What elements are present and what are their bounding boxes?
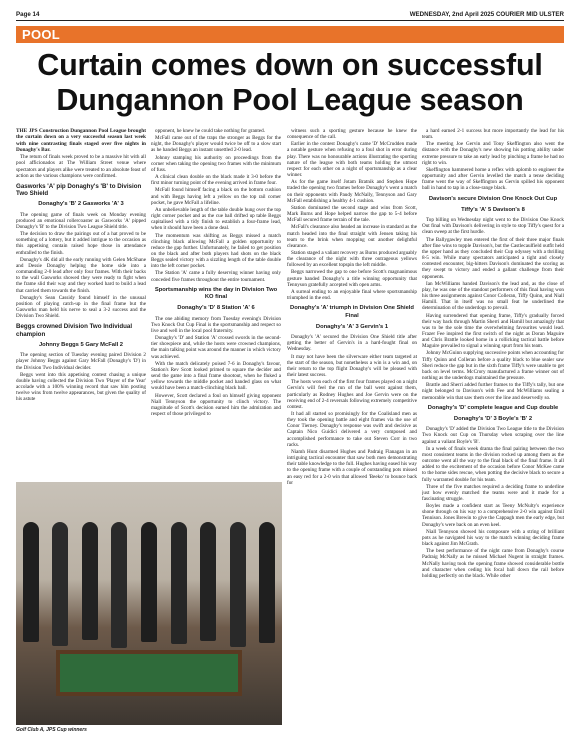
paragraph: Brattle and Sherri added further frames to the Tiffy's tally, but one night belonged to Davison's with Fee and McWilliams sealing a memorable win that saw them over the line and deservedly so. bbox=[422, 382, 564, 401]
score-line: Donaghy's 'B' 2 Gasworks 'A' 3 bbox=[38, 201, 124, 208]
photo-caption: Golf Club A, JPS Cup winners bbox=[16, 727, 87, 733]
paragraph: Having surrendered that opening frame, Tiffy's gradually forced their way back through Martin Sherri and Hamill but amazingly that was to be the sole time the overwhelming favourites would lead. Frazer Fee inspired the first switch of the night as Doran Maguire and Chris Brattle looked home in a rollicking tactical battle before Maguire prevailed to signal a winning spurt from his team. bbox=[422, 312, 564, 350]
paragraph: Station dominated the second stage and wins from Scott, Mark Burns and Hope helped narrow the gap to 5-4 before McFall secured frame terrain of the tale. bbox=[287, 204, 417, 224]
paragraph: witness such a sporting gesture because he knew the consequence of the call. bbox=[287, 128, 417, 141]
paragraph: The Station 'A' came a fully deserving winner having only conceded five frames throughout the entire tournament. bbox=[151, 270, 281, 283]
paragraph: Boyles made a confident start as Teeny McNulty's experience shone through on his way to a comprehensive 2-0 win against Emil Tennison. Jones Brewin to give the Cappagh men the early edge, but Donaghy's were back on an even keel. bbox=[422, 503, 564, 528]
paragraph: As for the game itself Jotam Bratnik and Stephen Hope traded the opening two frames before Donaghy's went a match on their opponents with Paudy McNally, Tennyson and Gary McFall establishing a healthy 4-1 cushion. bbox=[287, 179, 417, 204]
paragraph: Donaghy's 'A' secured the Division One Shield title after getting the better of Gervin's in a hard-fought final on Wednesday. bbox=[287, 334, 417, 353]
subheading: Donaghy's 'A' triumph in Division One Shield Final bbox=[290, 305, 414, 319]
section-title: POOL bbox=[22, 27, 61, 42]
pool-table bbox=[56, 650, 242, 696]
column-3 bbox=[287, 128, 417, 728]
paragraph: The decision to draw the pairings out of a hat proved to be something of a lottery, but it added intrigue to the occasion as this appetising contain raised hope those in attendance enthralled to the finish. bbox=[16, 231, 146, 256]
paragraph: McFall found himself facing a black on the bottom cushion and with Beggs having left a yellow on the top rail corner pocket, he gave McFall a lifeline. bbox=[151, 187, 281, 206]
paragraph: Johnny stamping his authority on proceedings from the corner when taking the opening two frames with the minimum of fuss. bbox=[151, 154, 281, 173]
subheading: Sportsmanship wins the day in Division Two KO final bbox=[154, 286, 278, 301]
paragraph: The return of finals week proved to be a massive hit with all pool afficionados at The William Street venue where spectators and players alike were treated to an absolute feast of action as the various champions were confirmed. bbox=[16, 154, 146, 179]
person bbox=[111, 522, 127, 648]
paragraph: Earlier in the contest Donaghy's came 'D' McCrudden made a notable gesture when refusing to a foul shot in error during play. There was no honourable actions illustrating the sporting nature of the league with both teams holding the utmost respect for each other on a night of sportsmanship as a clear winner. bbox=[287, 141, 417, 179]
paragraph: The opening game of finals week on Monday evening produced an emotional rollercoaster as Gasworks 'A' pipped Donaghy's 'B' to the Division Two League Shield title. bbox=[16, 211, 146, 231]
paragraph: Niamh Hunt disarmed Hughes and Padraig Flanagan in an intriguing tactical encounter that saw both men demonstrating their table knowledge to the full. Hughes having eased his way to the opening frame with a couple of outstanding pots missed an easy red for a 2-0 win that allowed 'Beeko' to bounce back for bbox=[287, 448, 417, 486]
person bbox=[171, 522, 187, 644]
paragraph: Donaghy's 4K did all the early running with Gelen McShane and Dessie Donaghy helping the home side into a commanding 2-0 lead after only four frames. With their backs to the wall Gasworks showed they were ready to fight when the frame slid their way and they worked hard to build a lead that carried them towards the finish. bbox=[16, 256, 146, 294]
paragraph: A surreal ending to an enjoyable final where sportsmanship triumphed in the end. bbox=[287, 288, 417, 302]
masthead bbox=[16, 7, 564, 21]
paragraph: The best performance of the night came from Donaghy's course Padraig McNally as he missed Michael Nugent in straight frames. McNally having took the opening frame showed considerable bottle and character when ceding his focal ball down the rail before holding perfectly on the black. While other bbox=[422, 548, 564, 579]
paragraph: Station staged a valiant recovery as Burns produced arguably the clearance of the night with three outrageous yellows followed by an excellent topspin the left middle. bbox=[287, 249, 417, 269]
subheading: Beggs crowned Division Two Individual champion bbox=[16, 323, 133, 338]
masthead-right bbox=[410, 11, 564, 18]
subheading: Davison's secure Division One Knock Out Cup bbox=[428, 195, 558, 202]
person bbox=[200, 522, 216, 641]
subheading: Gasworks 'A' pip Donaghy's 'B' to Division Two Shield bbox=[16, 182, 142, 198]
paragraph: The opening section of Tuesday evening paired Division 2 player Johnny Beggs against Gary McFall (Donaghy's 'D') in the Division Two Individual decider. bbox=[16, 352, 146, 371]
paragraph: Donaghy's 'D' added the Division Two League title to the Division Two Knock out Cup on Thursday when scraping over the line against a valiant Boyle's 'B'. bbox=[422, 426, 564, 445]
paragraph: The Ballygawley men entered the first of their three major finals after fine wins to topple Davison's, but the Castlecaulfield outfit held the upper hand as they concluded their Cup odyssey with a thrilling 8-5 win. While many spectators anticipated a tight and closely contested encounter, big-hitters Davison's dominated the scoring as they swept to victory and ended a gallant challenge from their opponents. bbox=[422, 236, 564, 280]
score-line: Donaghy's 'A' 3 Gervin's 1 bbox=[315, 323, 389, 330]
person bbox=[259, 522, 275, 643]
paragraph: However, Scott declared a foul on himself giving opponent Niall Tennyson the opportunity to clinch victory. The magnitude of Scott's decision earned him the admiration and respect of those privileged to bbox=[151, 392, 281, 417]
paragraph: Johnny McGuinn supplying successive points when accounting for Tiffy Quinn and Colleran before a quality black to blue sealer saw Sheri reduce the gap but in the sixth frame Tiffy's were unable to get back on level terms. McCrory manufactured a frame winner out of nothing as the underdogs maintained the pressure. bbox=[422, 350, 564, 382]
paragraph: The hosts won each of the first four frames played on a night Gervin's will feel the run of the ball went against them, particularly as Rodney Hughes and Joe Gervin were on the receiving end of 2-4 reversals following extremely competitive contest. bbox=[287, 379, 417, 410]
subheading: Donaghy's 'D' complete league and Cup double bbox=[427, 404, 559, 411]
paragraph: The meeting Joe Gervin and Tony Skeffington also went the distance with the Donaghy's new showing his potting ability under extreme pressure to take an early lead by pinching a frame he had no right to win. bbox=[422, 141, 564, 166]
paragraph: Ian McWilliams handed Davison's the lead and, as the close of play, he was one of the standout performers of this final having won his three assignments against Conor Colleran, Tiffy Quinn, and Niall Hamill. That in itself was no small feat he underlined the determination of the underdogs to prevail. bbox=[422, 280, 564, 312]
paragraph: An unbelievable length of the table double hung over the top right corner pocket and as the cue ball drifted up table Beggs capitalised with a tidy finish to establish a four-frame lead, when it should have been a done deal. bbox=[151, 206, 281, 232]
person bbox=[52, 522, 68, 646]
paragraph: Niall Tennyson showed his composure with a string of brilliant pots as he navigated his way to the match winning deciding frame black against Jim McGrath. bbox=[422, 528, 564, 548]
person bbox=[82, 522, 98, 640]
team-photo bbox=[16, 482, 282, 725]
paragraph: Beggs narrowed the gap to one before Scott's magnanimous gesture handed Donaghy's a title winning opportunity that Tennyson gratefully accepted with open arms. bbox=[287, 269, 417, 288]
paragraph: Beggs went into this appetising contest chasing a unique double having collected the Division Two 'Player of the Year' accolade with a 100% winning record that saw him posting twelve wins from twelve appearances, but given the quality of his astute bbox=[16, 371, 146, 403]
score-line: Johnny Beggs 5 Gary McFall 2 bbox=[38, 341, 124, 348]
paragraph: McFall's clearance also headed an increase in standard as the match headed into the final straight with Jensen taking his team to the brink when mopping out another delightful clearance. bbox=[287, 224, 417, 249]
paragraph: A clinical clean double on the black made it 3-0 before the first minor turning point of the evening arrived in frame four. bbox=[151, 174, 281, 187]
score-line: Donaghy's 'D' 3 Boyle's 'B' 2 bbox=[453, 415, 533, 422]
person bbox=[23, 522, 39, 642]
paragraph: a hard earned 2-1 success but more importantly the lead for his team. bbox=[422, 128, 564, 141]
person bbox=[141, 522, 157, 642]
paper-name: COURIER MID ULSTER bbox=[495, 11, 564, 18]
paragraph: opponent, he knew he could take nothing for granted. bbox=[155, 128, 265, 134]
headline: Curtain comes down on successful Dungannon Pool League season bbox=[37, 48, 543, 117]
score-line: Donaghy's 'D' 8 Station 'A' 6 bbox=[177, 305, 255, 312]
article-lead: THE JPS Construction Dungannon Pool League brought the curtain down on a very successful season last week with nine contrasting finals staged over five nights in Donaghy's Bar. bbox=[16, 128, 146, 153]
column-4 bbox=[422, 128, 564, 728]
score-line: Tiffy's 'A' 5 Davison's 8 bbox=[461, 206, 525, 213]
paragraph: The one abiding memory from Tuesday evening's Division Two Knock Out Cup Final is the sportsmanship and respect so live and well in the local pool fraternity. bbox=[151, 315, 281, 334]
paragraph: Donaghy's Sean Cassidy found himself in the unusual position of playing catch-up in the final frame but the Gasworks man held his nerve to seal a 3-2 success and the Division Two Shield. bbox=[16, 294, 146, 320]
person bbox=[230, 522, 246, 647]
section-bar bbox=[16, 26, 564, 43]
paragraph: Donaghy's 'D' and Station 'A' crossed swords in the second-tier showpiece and, while the hosts were crowned champions, the main talking point was around the manner in which victory was achieved. bbox=[151, 335, 281, 360]
paragraph: It may not have been the silverware either team targeted at the start of the season, but nonetheless a win is a win and, on their return to the top flight Donaghy's will be pleased with their latest success. bbox=[287, 353, 417, 379]
page-number: Page 14 bbox=[16, 11, 40, 18]
paragraph: The momentum was shifting as Beggs missed a match clinching black allowing McFall a golden opportunity to reduce the gap further. Unfortunately, he failed to get position on the black and after both players had shots on the black Beggs sealed victory with a sizzling length of the table double into the left corner pocket. bbox=[151, 232, 281, 270]
paragraph: It had all started so promisingly for the Coalisland men as they took the opening battle and eight frames via the use of Conor Tierney. Donaghy's response was swift and decisive as Captain Nico Guidici delivered a very composed and accomplished performance to take out Steven Corr in two racks. bbox=[287, 410, 417, 448]
paragraph: With the match delicately poised 7-6 in Donaghy's favour, Station's Rev Scott looked primed to square the decider and send the game into a final frame shootout, when he fluked a yellow towards the middle pocket and handed glass on what would have been a match-clinching black ball. bbox=[151, 360, 281, 392]
paragraph: Top billing on Wednesday night went to the Division One Knock Out final with Davison's delivering in style to stop Tiffy's quest for a clean sweep at the first hurdle. bbox=[422, 217, 564, 236]
paragraph: In a week of finals week drama the final pairing between the two most consistent teams in the division rocked up among them as the outcome went all the way to the final black of the final frame. It all added to the excitement of the occasion before Conor McKee came to the home sides rescue, when potting the decisive black to secure a fully warranted double for his team. bbox=[422, 445, 564, 483]
paragraph: Three of the five matches required a deciding frame to underline just how evenly matched the teams were and it made for a fascinating struggle. bbox=[422, 483, 564, 502]
photo-back-row bbox=[16, 522, 282, 648]
issue-date: WEDNESDAY, 2nd April 2025 bbox=[409, 11, 495, 18]
paragraph: Skeffington hammered home a reflex with aplomb to engineer the opportunity and after Gervin levelled the match a tense deciding frame went the way of Skeffington as Gervin spilled his opponent ball in hand to tap in a close-range black. bbox=[422, 166, 564, 192]
paragraph: McFall came out of the traps the stronger as Beggs for the night, the Donaghy's player would twice be off to a slow start as he handed Beggs an instant unsettled 2-0 lead. bbox=[151, 135, 281, 154]
